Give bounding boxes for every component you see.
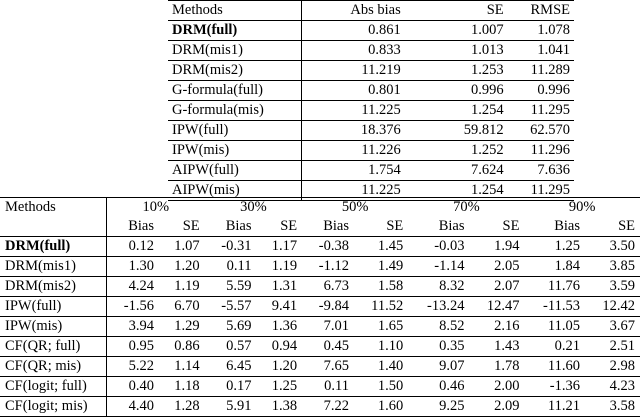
bias-cell: 0.17 [226, 378, 252, 394]
se-cell: 1.29 [174, 318, 200, 334]
abs-bias-cell: 11.225 [361, 182, 401, 198]
bias-cell: -0.31 [221, 238, 252, 254]
se-cell: 2.16 [494, 318, 520, 334]
se-cell: 0.996 [471, 82, 504, 98]
se-cell: 1.007 [471, 22, 504, 38]
sub-header-se: SE [182, 218, 200, 234]
se-cell: 1.36 [271, 318, 298, 334]
table-row [168, 61, 574, 81]
rmse-cell: 11.289 [530, 62, 570, 78]
method-cell: IPW(mis) [168, 141, 301, 161]
bias-cell: 8.32 [439, 278, 465, 294]
table-row [168, 41, 574, 61]
se-cell: 1.25 [271, 378, 298, 394]
bias-cell: 5.59 [226, 278, 252, 294]
bias-cell: 5.22 [128, 358, 155, 374]
table-row [0, 397, 640, 417]
method-cell: DRM(mis2) [168, 61, 301, 81]
bias-cell: 1.25 [554, 238, 580, 254]
method-cell: IPW(mis) [0, 317, 107, 337]
bias-cell: 7.01 [323, 318, 349, 334]
sub-header-bias: Bias [323, 218, 349, 234]
se-cell: 2.51 [609, 338, 635, 354]
method-cell: IPW(full) [0, 297, 107, 317]
bias-cell: -9.84 [318, 298, 349, 314]
method-cell: CF(logit; mis) [0, 397, 107, 417]
bias-cell: 0.57 [226, 338, 252, 354]
se-cell: 1.43 [494, 338, 520, 354]
bias-cell: 5.69 [226, 318, 252, 334]
method-cell: IPW(full) [168, 121, 301, 141]
table-row [0, 237, 640, 257]
se-cell: 2.07 [494, 278, 520, 294]
se-cell: 1.254 [471, 102, 504, 118]
sub-header-se: SE [618, 218, 635, 234]
group-label: 50% [341, 199, 369, 215]
table-row [168, 81, 574, 101]
bias-cell: -13.24 [427, 298, 465, 314]
bias-cell: 0.11 [226, 258, 252, 274]
table-row [0, 377, 640, 397]
se-cell: 2.09 [494, 398, 520, 414]
se-cell: 0.94 [271, 338, 298, 354]
bias-cell: 11.76 [547, 278, 580, 294]
table-row [168, 21, 574, 41]
se-cell: 1.38 [271, 398, 298, 414]
se-cell: 1.60 [377, 398, 404, 414]
rmse-cell: 1.041 [537, 42, 570, 58]
se-cell: 1.254 [471, 182, 504, 198]
quantile-table [0, 197, 640, 417]
bias-cell: 0.45 [323, 338, 349, 354]
header-se: SE [486, 2, 504, 18]
se-cell: 1.31 [271, 278, 298, 294]
se-cell: 2.00 [494, 378, 520, 394]
method-cell: CF(logit; full) [0, 377, 107, 397]
method-cell: AIPW(mis) [168, 181, 301, 201]
se-cell: 59.812 [463, 122, 504, 138]
se-cell: 1.14 [174, 358, 200, 374]
bias-cell: 1.30 [128, 258, 155, 274]
se-cell: 1.252 [471, 142, 504, 158]
bias-cell: 11.21 [547, 398, 580, 414]
table-row [168, 161, 574, 181]
table-row [0, 317, 640, 337]
se-cell: 3.85 [609, 258, 635, 274]
rmse-cell: 11.296 [530, 142, 570, 158]
bias-cell: 0.21 [554, 338, 580, 354]
sub-header-se: SE [386, 218, 404, 234]
rmse-cell: 1.078 [537, 22, 570, 38]
bias-cell: -1.12 [318, 258, 349, 274]
bias-cell: 5.91 [226, 398, 252, 414]
bias-cell: 6.73 [323, 278, 349, 294]
bias-cell: 1.84 [554, 258, 580, 274]
sub-header-bias: Bias [128, 218, 155, 234]
rmse-cell: 11.295 [530, 102, 570, 118]
se-cell: 1.18 [174, 378, 200, 394]
se-cell: 1.07 [174, 238, 200, 254]
group-label: 90% [568, 199, 596, 215]
method-cell: CF(QR; full) [0, 337, 107, 357]
table-row [0, 277, 640, 297]
se-cell: 1.45 [377, 238, 404, 254]
se-cell: 1.20 [174, 258, 200, 274]
se-cell: 1.65 [377, 318, 404, 334]
bias-cell: 0.40 [128, 378, 155, 394]
rmse-cell: 11.295 [530, 182, 570, 198]
bias-cell: 0.12 [128, 238, 155, 254]
table-row [0, 297, 640, 317]
table-row [0, 257, 640, 277]
bias-cell: -1.56 [123, 298, 155, 314]
abs-bias-cell: 0.801 [368, 82, 401, 98]
bias-cell: 4.40 [128, 398, 155, 414]
bias-cell: 11.05 [547, 318, 580, 334]
se-cell: 1.28 [174, 398, 200, 414]
sub-header-bias: Bias [554, 218, 580, 234]
se-cell: 1.40 [377, 358, 404, 374]
bias-cell: 0.95 [128, 338, 155, 354]
method-cell: DRM(mis1) [168, 41, 301, 61]
se-cell: 12.42 [602, 298, 635, 314]
se-cell: 11.52 [371, 298, 404, 314]
se-cell: 2.05 [494, 258, 520, 274]
se-cell: 1.19 [271, 258, 298, 274]
method-cell: CF(QR; mis) [0, 357, 107, 377]
group-label: 70% [453, 199, 480, 215]
table-row [168, 141, 574, 161]
abs-bias-cell: 0.861 [368, 22, 401, 38]
summary-table-header [168, 1, 574, 21]
se-cell: 4.23 [609, 378, 635, 394]
se-cell: 1.50 [377, 378, 404, 394]
method-cell: G-formula(mis) [168, 101, 301, 121]
quantile-sub-header [0, 217, 640, 237]
bias-cell: 3.94 [128, 318, 155, 334]
method-cell: DRM(full) [0, 237, 107, 257]
abs-bias-cell: 0.833 [368, 42, 401, 58]
group-label: 30% [240, 199, 267, 215]
se-cell: 1.78 [494, 358, 520, 374]
quantile-group-header [0, 198, 640, 218]
abs-bias-cell: 18.376 [360, 122, 401, 138]
bias-cell: 4.24 [128, 278, 155, 294]
bias-cell: -1.14 [434, 258, 465, 274]
bias-cell: 6.45 [226, 358, 252, 374]
bias-cell: -0.38 [318, 238, 349, 254]
se-cell: 1.17 [271, 238, 298, 254]
bias-cell: -5.57 [221, 298, 252, 314]
se-cell: 12.47 [486, 298, 520, 314]
rmse-cell: 0.996 [537, 82, 570, 98]
bias-cell: 9.07 [439, 358, 465, 374]
bias-cell: 7.22 [323, 398, 349, 414]
header-rmse: RMSE [530, 2, 570, 18]
header-methods: Methods [168, 1, 301, 21]
rmse-cell: 7.636 [537, 162, 570, 178]
table-row [0, 357, 640, 377]
se-cell: 1.58 [377, 278, 404, 294]
bias-cell: -11.53 [543, 298, 580, 314]
table-row [168, 121, 574, 141]
summary-table [168, 0, 574, 201]
se-cell: 7.624 [471, 162, 504, 178]
group-label: 10% [142, 199, 170, 215]
sub-header-se: SE [280, 218, 298, 234]
sub-header-bias: Bias [438, 218, 465, 234]
header-abs-bias: Abs bias [350, 2, 401, 18]
se-cell: 2.98 [609, 358, 635, 374]
se-cell: 3.67 [609, 318, 635, 334]
bias-cell: 9.25 [439, 398, 465, 414]
se-cell: 3.59 [609, 278, 635, 294]
bias-cell: 0.46 [439, 378, 465, 394]
rmse-cell: 62.570 [530, 122, 570, 138]
method-cell: AIPW(full) [168, 161, 301, 181]
method-cell: DRM(mis2) [0, 277, 107, 297]
method-cell: DRM(full) [168, 21, 301, 41]
bias-cell: 7.65 [323, 358, 349, 374]
se-cell: 3.50 [609, 238, 635, 254]
se-cell: 1.013 [471, 42, 504, 58]
se-cell: 1.19 [174, 278, 200, 294]
table-row [0, 337, 640, 357]
sub-header-bias: Bias [225, 218, 252, 234]
bias-cell: 0.35 [439, 338, 465, 354]
se-cell: 1.10 [377, 338, 404, 354]
bias-cell: 0.11 [324, 378, 349, 394]
abs-bias-cell: 11.226 [361, 142, 401, 158]
bias-cell: 11.60 [547, 358, 580, 374]
method-cell: G-formula(full) [168, 81, 301, 101]
se-cell: 1.94 [494, 238, 520, 254]
sub-header-se: SE [502, 218, 520, 234]
bias-cell: -1.36 [549, 378, 580, 394]
bias-cell: -0.03 [434, 238, 465, 254]
table-row [168, 101, 574, 121]
se-cell: 1.253 [471, 62, 504, 78]
method-cell: DRM(mis1) [0, 257, 107, 277]
se-cell: 1.20 [271, 358, 298, 374]
header-methods: Methods [0, 198, 107, 218]
abs-bias-cell: 11.219 [361, 62, 401, 78]
abs-bias-cell: 1.754 [368, 162, 401, 178]
se-cell: 3.58 [609, 398, 635, 414]
se-cell: 0.86 [174, 338, 200, 354]
se-cell: 9.41 [271, 298, 298, 314]
se-cell: 1.49 [377, 258, 404, 274]
abs-bias-cell: 11.225 [361, 102, 401, 118]
se-cell: 6.70 [174, 298, 200, 314]
bias-cell: 8.52 [439, 318, 465, 334]
